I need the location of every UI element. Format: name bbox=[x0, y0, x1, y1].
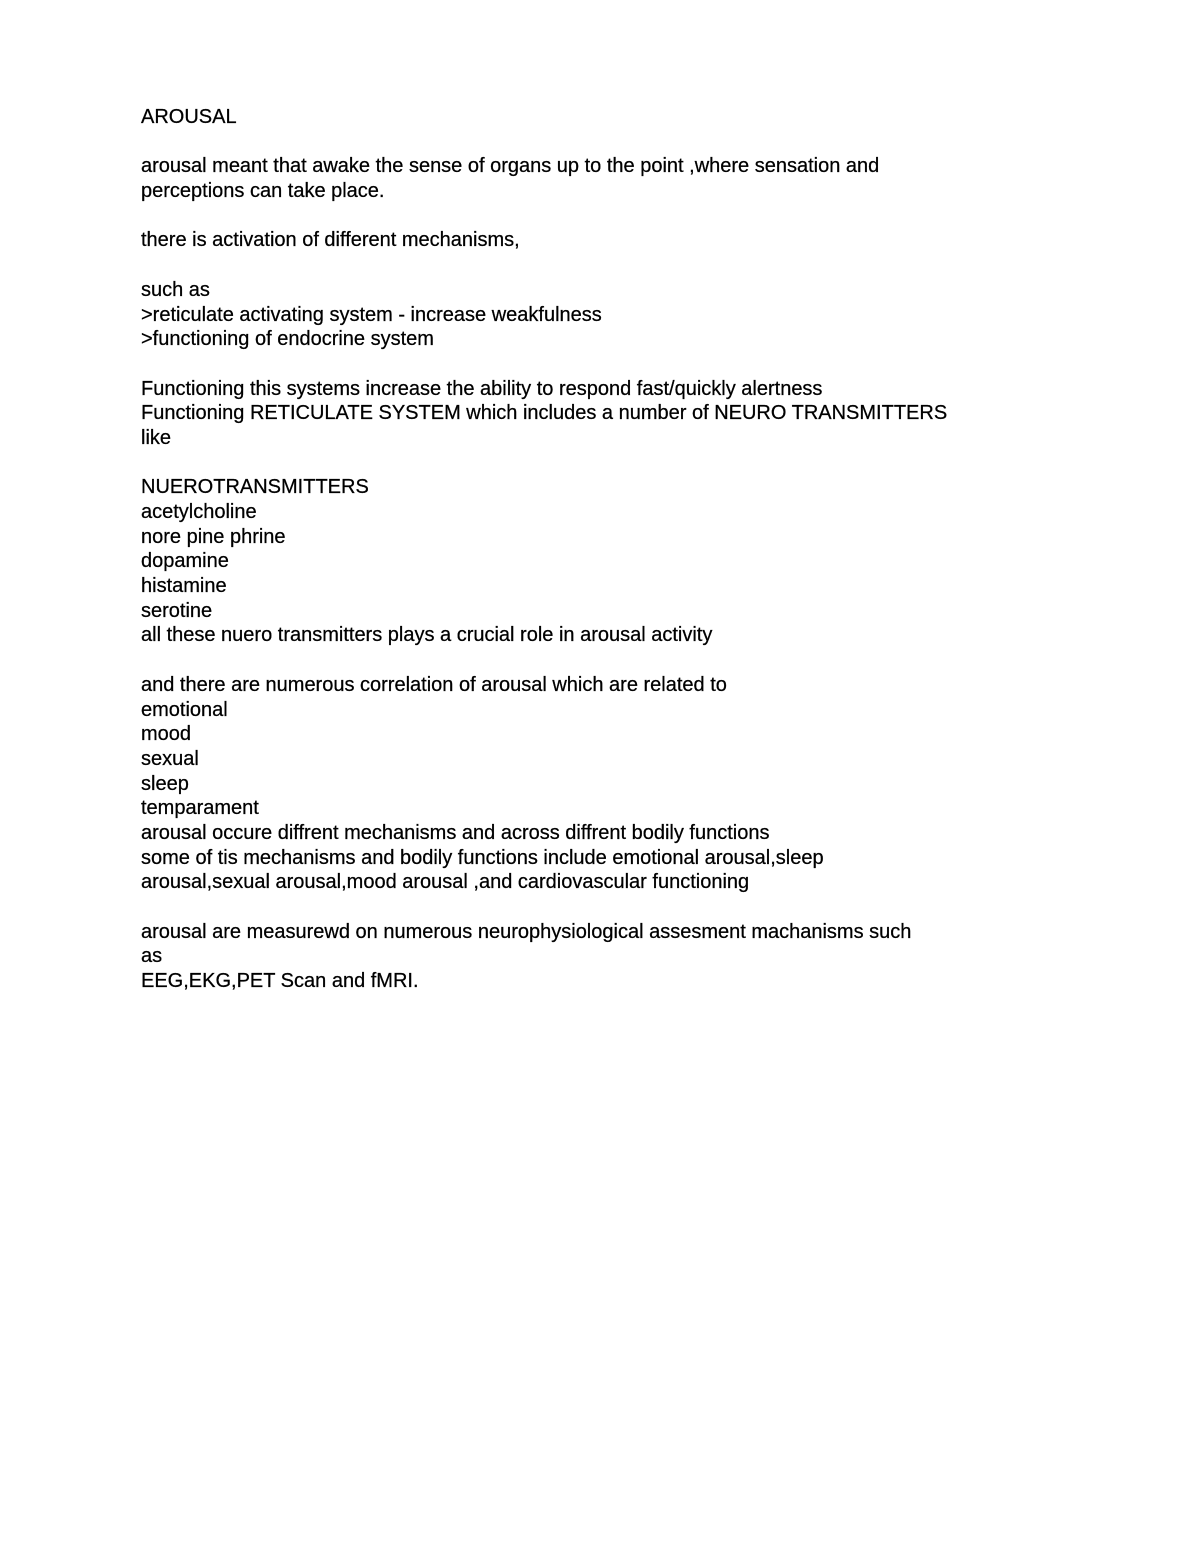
neurotransmitters-section bbox=[141, 475, 1071, 648]
text-line: some of tis mechanisms and bodily functions include emotional arousal,sleep bbox=[141, 846, 824, 869]
list-item: histamine bbox=[141, 575, 227, 598]
text-line: arousal meant that awake the sense of organs up to the point ,where sensation and bbox=[141, 155, 880, 178]
text-line: as bbox=[141, 945, 163, 968]
paragraph-gap bbox=[141, 895, 1071, 920]
document-body bbox=[141, 105, 1071, 994]
paragraph-gap bbox=[141, 648, 1071, 673]
list-item: dopamine bbox=[141, 550, 229, 573]
text-line: arousal,sexual arousal,mood arousal ,and cardiovascular functioning bbox=[141, 871, 750, 894]
list-item: mood bbox=[141, 723, 192, 746]
correlations-section bbox=[141, 673, 1071, 895]
paragraph-gap bbox=[141, 451, 1071, 476]
text-line: Functioning RETICULATE SYSTEM which includes a number of NEURO TRANSMITTERS bbox=[141, 402, 948, 425]
text-line: and there are numerous correlation of arousal which are related to bbox=[141, 673, 727, 696]
text-line: arousal are measurewd on numerous neurophysiological assesment machanisms such bbox=[141, 920, 912, 943]
text-line: all these nuero transmitters plays a crucial role in arousal activity bbox=[141, 624, 713, 647]
paragraph-gap bbox=[141, 253, 1071, 278]
text-line: Functioning this systems increase the ability to respond fast/quickly alertness bbox=[141, 377, 823, 400]
section-heading: NUEROTRANSMITTERS bbox=[141, 476, 369, 499]
mechanisms-list bbox=[141, 278, 1071, 352]
definition-paragraph bbox=[141, 154, 1071, 203]
list-item: nore pine phrine bbox=[141, 525, 286, 548]
text-line: perceptions can take place. bbox=[141, 180, 385, 203]
list-item: sleep bbox=[141, 772, 189, 795]
functioning-paragraph bbox=[141, 377, 1071, 451]
measurement-paragraph bbox=[141, 920, 1071, 994]
list-item: acetylcholine bbox=[141, 501, 257, 523]
list-item: sexual bbox=[141, 747, 199, 770]
list-item: emotional bbox=[141, 698, 228, 721]
activation-intro: there is activation of different mechanisms, bbox=[141, 229, 520, 252]
text-line: EEG,EKG,PET Scan and fMRI. bbox=[141, 970, 419, 993]
paragraph-gap bbox=[141, 204, 1071, 229]
list-item: temparament bbox=[141, 797, 259, 820]
document-title: AROUSAL bbox=[141, 106, 237, 128]
paragraph-gap bbox=[141, 130, 1071, 155]
paragraph-gap bbox=[141, 352, 1071, 377]
text-line: such as bbox=[141, 278, 210, 301]
text-line: arousal occure diffrent mechanisms and across diffrent bodily functions bbox=[141, 821, 770, 844]
text-line: like bbox=[141, 426, 172, 449]
list-item: serotine bbox=[141, 599, 213, 622]
list-item: >functioning of endocrine system bbox=[141, 328, 434, 351]
list-item: >reticulate activating system - increase weakfulness bbox=[141, 303, 602, 326]
